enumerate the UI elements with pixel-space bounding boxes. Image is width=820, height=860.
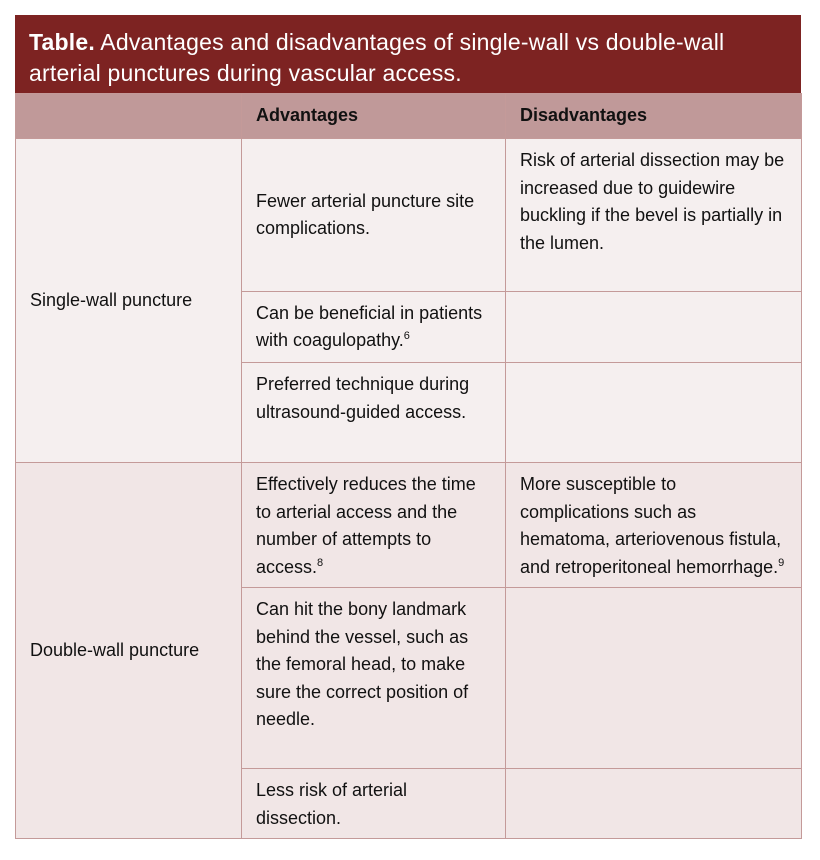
group-name: Double-wall puncture xyxy=(30,639,200,660)
header-disadvantages: Disadvantages xyxy=(506,94,802,139)
disadvantage-cell xyxy=(506,292,802,363)
group-label-single-wall xyxy=(16,139,242,463)
reference-superscript: 6 xyxy=(403,330,410,342)
group-single-wall xyxy=(16,139,802,463)
group-label-double-wall xyxy=(16,463,242,839)
advantage-cell xyxy=(242,292,506,363)
caption-text: Advantages and disadvantages of single-wall vs double-wall arterial punctures during vascular access. xyxy=(29,29,725,86)
advantage-text: Can be beneficial in patients with coagulopathy. xyxy=(256,302,483,350)
caption-label: Table. xyxy=(29,29,95,55)
disadvantage-text: Risk of arterial dissection may be increased due to guidewire buckling if the bevel is partially in the lumen. xyxy=(520,150,785,253)
table-figure xyxy=(15,15,801,839)
group-double-wall xyxy=(16,463,802,839)
advantage-text: Effectively reduces the time to arterial access and the number of attempts to access. xyxy=(256,474,476,577)
advantage-cell xyxy=(242,139,506,292)
advantage-cell xyxy=(242,363,506,463)
header-empty xyxy=(16,94,242,139)
advantage-cell xyxy=(242,463,506,588)
reference-superscript: 8 xyxy=(317,556,324,569)
disadvantage-cell xyxy=(506,139,802,292)
table-row xyxy=(16,139,802,292)
advantage-text: Less risk of arterial dissection. xyxy=(256,780,408,828)
reference-superscript: 9 xyxy=(778,556,785,569)
comparison-table xyxy=(15,93,802,839)
header-row xyxy=(16,94,802,139)
disadvantage-cell xyxy=(506,588,802,769)
advantage-cell xyxy=(242,769,506,839)
disadvantage-text: More susceptible to complications such as hematoma, arteriovenous fistula, and retroperitoneal hemorrhage. xyxy=(520,474,782,577)
advantage-text: Preferred technique during ultrasound-guided access. xyxy=(256,374,470,422)
disadvantage-cell xyxy=(506,463,802,588)
table-caption xyxy=(15,15,801,93)
header-advantages: Advantages xyxy=(242,94,506,139)
advantage-text: Can hit the bony landmark behind the vessel, such as the femoral head, to make sure the correct position of needle. xyxy=(256,599,469,729)
advantage-text: Fewer arterial puncture site complications. xyxy=(256,190,475,238)
group-name: Single-wall puncture xyxy=(30,289,193,310)
disadvantage-cell xyxy=(506,363,802,463)
disadvantage-cell xyxy=(506,769,802,839)
table-row xyxy=(16,463,802,588)
advantage-cell xyxy=(242,588,506,769)
